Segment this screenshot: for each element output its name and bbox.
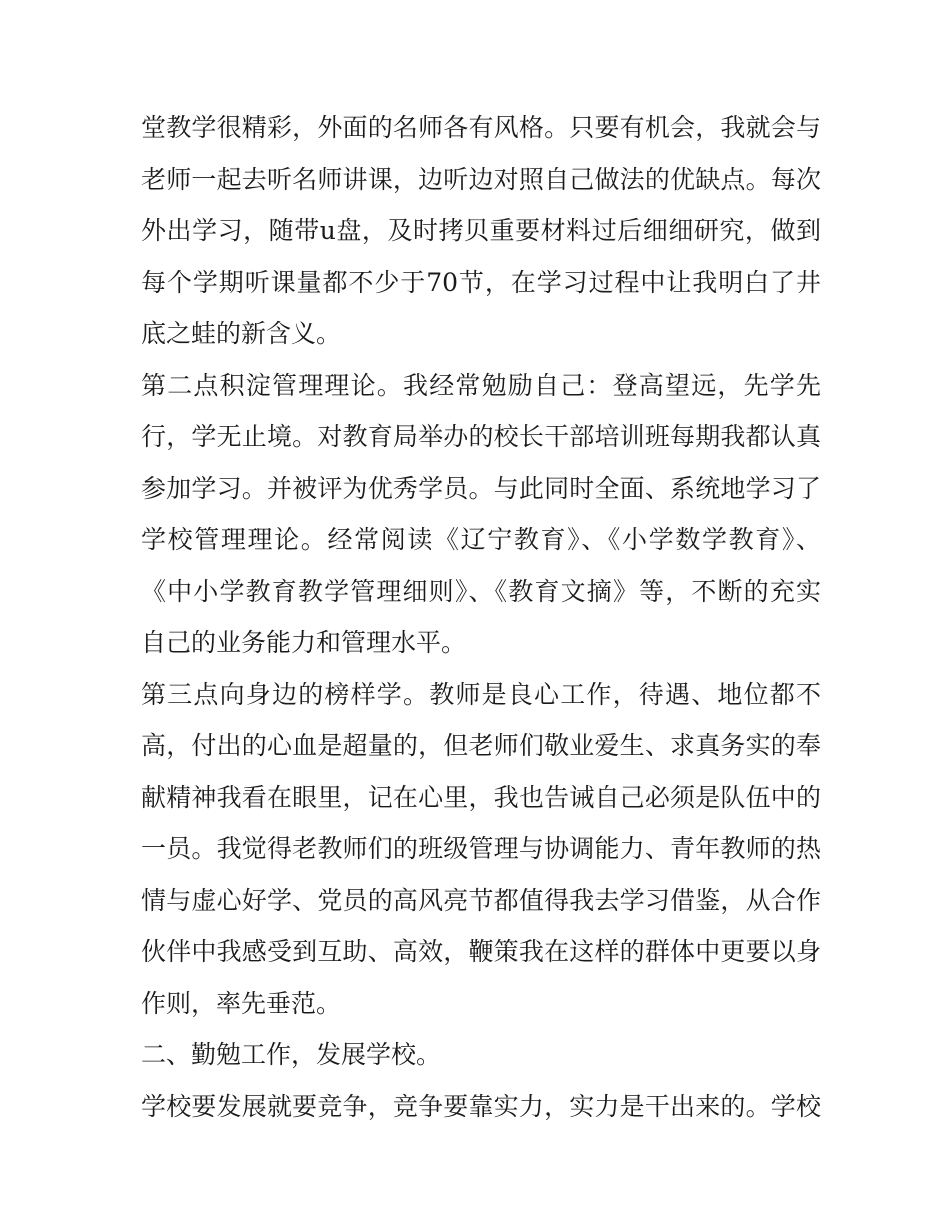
text-line: 《中小学教育教学管理细则》、《教育文摘》等，不断的充实: [141, 577, 821, 606]
text-line: 献精神我看在眼里，记在心里，我也告诫自己必须是队伍中的: [141, 783, 821, 812]
text-line: 伙伴中我感受到互助、高效，鞭策我在这样的群体中更要以身: [141, 937, 821, 966]
text-line: 底之蛙的新含义。: [141, 319, 342, 348]
text-line: 参加学习。并被评为优秀学员。与此同时全面、系统地学习了: [141, 474, 821, 503]
text-line: 学校要发展就要竞争，竞争要靠实力，实力是干出来的。学校: [141, 1092, 821, 1121]
text-line: 作则，率先垂范。: [141, 989, 342, 1018]
text-line: 一员。我觉得老教师们的班级管理与协调能力、青年教师的热: [141, 834, 821, 863]
text-line: 每个学期听课量都不少于70节，在学习过程中让我明白了井: [141, 268, 821, 297]
text-line: 老师一起去听名师讲课，边听边对照自己做法的优缺点。每次: [141, 165, 821, 194]
text-line: 自己的业务能力和管理水平。: [141, 628, 467, 657]
text-line: 堂教学很精彩，外面的名师各有风格。只要有机会，我就会与: [141, 113, 821, 142]
text-line: 第三点向身边的榜样学。教师是良心工作，待遇、地位都不: [141, 680, 821, 709]
text-line: 行，学无止境。对教育局举办的校长干部培训班每期我都认真: [141, 422, 821, 451]
text-line: 外出学习，随带u盘，及时拷贝重要材料过后细细研究，做到: [141, 216, 821, 245]
text-line: 二、勤勉工作，发展学校。: [141, 1040, 442, 1069]
text-line: 学校管理理论。经常阅读《辽宁教育》、《小学数学教育》、: [141, 525, 821, 554]
text-line: 高，付出的心血是超量的，但老师们敬业爱生、求真务实的奉: [141, 731, 821, 760]
text-line: 第二点积淀管理理论。我经常勉励自己：登高望远，先学先: [141, 371, 821, 400]
text-line: 情与虚心好学、党员的高风亮节都值得我去学习借鉴，从合作: [141, 886, 821, 915]
